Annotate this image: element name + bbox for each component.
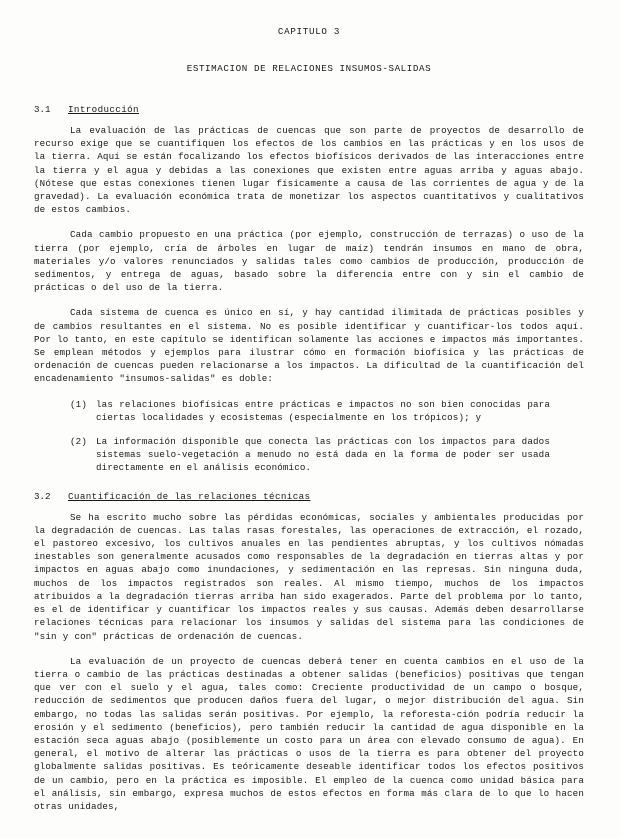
paragraph: Se ha escrito mucho sobre las pérdidas económicas, sociales y ambientales producidas por la degradación de cuencas. Las talas rasas forestales, las operaciones de extracción, el rozado, el pastoreo excesivo, los cultivos anuales en las pendientes abruptas, y los cultivos nómadas inestables son generalmente acusados como responsables de la degradación en tierras altas y por impactos en aguas abajo como inundaciones, y sedimentación en las represas. Sin ninguna duda, muchos de los impactos registrados son reales. Al mismo tiempo, muchos de los impactos atribuidos a la degradación tierras arriba han sido exagerados. Parte del problema por lo tanto, es el de identificar y cuantificar los impactos reales y sus causas. Además deben desarrollarse relaciones técnicas para relacionar los insumos y salidas del sistema para las condiciones de "sin y con" prácticas de ordenación de cuencas. (34, 511, 584, 642)
section-number: 3.2 (34, 490, 51, 502)
list-item-marker: (2) (70, 436, 87, 448)
paragraph: Cada cambio propuesto en una práctica (por ejemplo, construcción de terrazas) o uso de la tierra (por ejemplo, cría de árboles en lugar de maíz) tendrán insumos en mano de obra, materiales y/o valores renunciados y salidas tales como cambios de producción, producción de sedimentos, y entrega de aguas, basado sobre la diferencia entre con y sin el cambio de prácticas o del uso de la tierra. (34, 229, 584, 294)
section-3-1 (34, 104, 584, 475)
section-3-2 (34, 491, 584, 813)
page-title: ESTIMACION DE RELACIONES INSUMOS-SALIDAS (186, 63, 432, 74)
section-heading (34, 491, 584, 502)
chapter-label: CAPITULO 3 (277, 26, 341, 37)
paragraph: La evaluación de las prácticas de cuencas que son parte de proyectos de desarrollo de recurso exige que se cuantifiquen los efectos de los cambios en las prácticas y en los usos de la tierra. Aquí se están focalizando los efectos biofísicos derivados de las interacciones entre la tierra y el agua y debidas a las conexiones que existen entre aguas arriba y aguas abajo. (Nótese que estas conexiones tienen lugar físicamente a causa de las corrientes de agua y de la gravedad). La evaluación económica trata de monetizar los aspectos cuantitativos y cualitativos de estos cambios. (34, 125, 584, 216)
list-item (34, 435, 584, 475)
section-title: Cuantificación de las relaciones técnicas (68, 490, 311, 502)
list-item-text: las relaciones biofísicas entre prácticas e impactos no son bien conocidas para ciertas localidades y ecosistemas (especialmente en los trópicos); y (96, 398, 550, 423)
section-heading (34, 104, 584, 115)
list-item-text: La información disponible que conecta las prácticas con los impactos para dados sistemas suelo-vegetación a menudo no está dada en la forma de poder ser usada directamente en el análisis económico. (96, 436, 550, 474)
paragraph: Cada sistema de cuenca es único en sí, y hay cantidad ilimitada de prácticas posibles y de cambios resultantes en el sistema. No es posible identificar y cuantificar-los todos aquí. Por lo tanto, en este capítulo se identifican solamente las acciones e impactos más importantes. Se emplean métodos y ejemplos para ilustrar cómo en formación biofísica y las prácticas de ordenación de cuencas pueden relacionarse a los impactos. La dificultad de la cuantificación del encadenamiento "insumos-salidas" es doble: (34, 307, 584, 385)
paragraph: La evaluación de un proyecto de cuencas deberá tener en cuenta cambios en el uso de la tierra o cambio de las prácticas destinadas a obtener salidas (beneficios) positivas que tengan que ver con el suelo y el agua, tales como: Creciente productividad de un campo o bosque, reducción de sedimentos que producen daños fuera del lugar, o mejor distribución del agua. Sin embargo, no todas las salidas serán positivas. Por ejemplo, la reforesta-ción podría reducir la erosión y el sedimento (beneficios), pero también reducir la cantidad de agua disponible en la estación seca aguas abajo (posiblemente un costo para un área con elevado consumo de agua). En general, el motivo de alterar las prácticas o usos de la tierra es para obtener del proyecto globalmente salidas positivas. Es teóricamente deseable identificar todos los efectos positivos de un cambio, pero en la práctica es imposible. El empleo de la cuenca como unidad básica para el análisis, sin embargo, expresa muchos de estos efectos en forma más clara de lo que lo hacen otras unidades, (34, 655, 584, 812)
list-item-marker: (1) (70, 398, 87, 410)
section-title: Introducción (68, 104, 139, 115)
list-item (34, 398, 584, 424)
section-number: 3.1 (34, 104, 51, 115)
numbered-list (34, 398, 584, 475)
